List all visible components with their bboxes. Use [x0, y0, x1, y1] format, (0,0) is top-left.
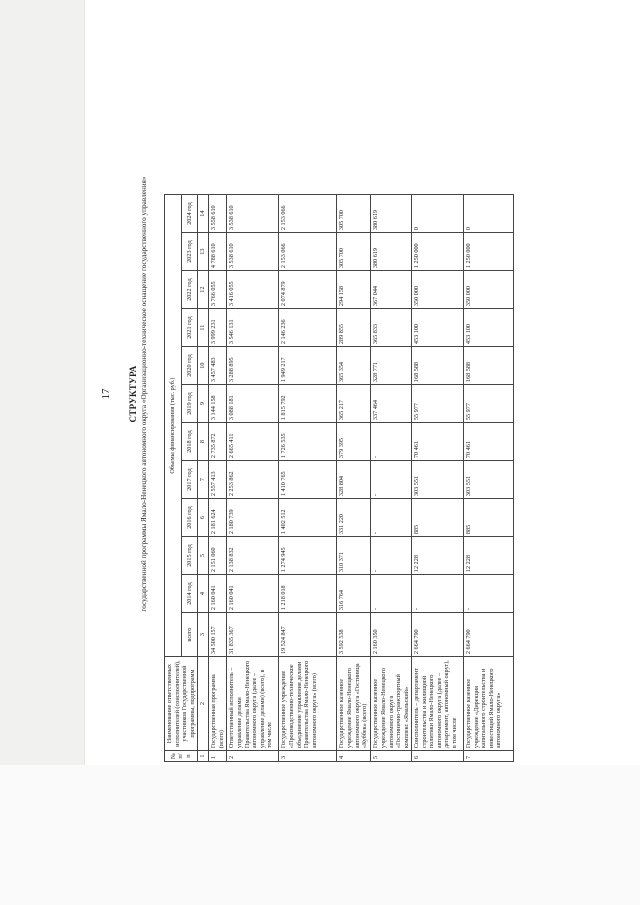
header-number: № п/п — [165, 751, 198, 762]
header-year: 2016 год — [181, 499, 198, 537]
funding-value-cell: - — [412, 575, 464, 613]
column-index: 1 — [198, 751, 209, 762]
funding-value-cell: 294 158 — [337, 271, 371, 309]
funding-value-cell: 310 371 — [337, 537, 371, 575]
funding-value-cell: 55 977 — [412, 385, 464, 423]
header-year: всего — [181, 613, 198, 657]
funding-value-cell: - — [371, 423, 412, 461]
funding-value-cell: 2 664 790 — [412, 613, 464, 657]
funding-value-cell: 2 180 739 — [227, 499, 279, 537]
funding-value-cell: 2 138 832 — [227, 537, 279, 575]
funding-value-cell: 350 000 — [412, 271, 464, 309]
funding-value-cell: 380 619 — [371, 233, 412, 271]
header-year: 2017 год — [181, 461, 198, 499]
header-year: 2020 год — [181, 347, 198, 385]
funding-value-cell: 453 100 — [464, 309, 514, 347]
header-year: 2024 год — [181, 195, 198, 233]
funding-value-cell: 2 557 413 — [209, 461, 227, 499]
rotated-page — [98, 24, 608, 764]
funding-value-cell: 2 664 790 — [464, 613, 514, 657]
column-index: 7 — [198, 461, 209, 499]
funding-value-cell: 367 044 — [371, 271, 412, 309]
funding-value-cell: 2 153 066 — [279, 233, 337, 271]
funding-value-cell: 3 457 483 — [209, 347, 227, 385]
funding-value-cell: 380 619 — [371, 195, 412, 233]
header-year: 2023 год — [181, 233, 198, 271]
funding-value-cell: 1 402 512 — [279, 499, 337, 537]
row-number: 2 — [227, 751, 279, 762]
funding-value-cell: 3 416 055 — [227, 271, 279, 309]
funding-value-cell: 885 — [412, 499, 464, 537]
column-index: 8 — [198, 423, 209, 461]
column-index: 14 — [198, 195, 209, 233]
funding-value-cell: 31 835 367 — [227, 613, 279, 657]
funding-value-cell: 2 151 060 — [209, 537, 227, 575]
funding-value-cell: 328 804 — [337, 461, 371, 499]
row-participant-name: Соисполнитель – департамент строительства и жилищной политики Ямало-Ненецкого автономного округа (далее – департамент, автономный округ), в том числе — [412, 657, 464, 751]
row-participant-name: Государственное учреждение «Производственно-техническое объединение управления делами Правительства Ямало-Ненецкого автономного округа» (всего) — [279, 657, 337, 751]
funding-value-cell: 3 538 610 — [227, 195, 279, 233]
funding-value-cell: 70 461 — [464, 423, 514, 461]
funding-value-cell: 1 726 535 — [279, 423, 337, 461]
funding-value-cell: 168 588 — [412, 347, 464, 385]
funding-value-cell: 1 274 945 — [279, 537, 337, 575]
header-year: 2021 год — [181, 309, 198, 347]
table-row — [209, 195, 227, 762]
funding-value-cell: 1 250 000 — [464, 233, 514, 271]
funding-value-cell: 3 288 895 — [227, 347, 279, 385]
document-title: СТРУКТУРА — [128, 365, 138, 423]
table-row — [227, 195, 279, 762]
table-row — [464, 195, 514, 762]
funding-value-cell: 3 088 181 — [227, 385, 279, 423]
funding-value-cell: 289 855 — [337, 309, 371, 347]
funding-value-cell: 2 253 862 — [227, 461, 279, 499]
table-row — [337, 195, 371, 762]
funding-value-cell: 2 074 879 — [279, 271, 337, 309]
page-content — [98, 24, 608, 764]
column-index: 11 — [198, 309, 209, 347]
funding-value-cell: 2 160 041 — [227, 575, 279, 613]
funding-value-cell: 3 766 055 — [209, 271, 227, 309]
column-index: 10 — [198, 347, 209, 385]
row-number: 4 — [337, 751, 371, 762]
funding-value-cell: 1 410 765 — [279, 461, 337, 499]
column-index: 3 — [198, 613, 209, 657]
funding-value-cell: 12 228 — [412, 537, 464, 575]
table-body — [209, 195, 514, 762]
header-year: 2022 год — [181, 271, 198, 309]
funding-value-cell: 365 354 — [337, 347, 371, 385]
funding-value-cell: 365 217 — [337, 385, 371, 423]
funding-value-cell: 453 100 — [412, 309, 464, 347]
column-index: 4 — [198, 575, 209, 613]
funding-value-cell: 3 546 131 — [227, 309, 279, 347]
funding-value-cell: 3 538 610 — [227, 233, 279, 271]
funding-value-cell: 70 461 — [412, 423, 464, 461]
row-participant-name: Государственное казенное учреждение «Дирекция капитального строительства и инвестиций Ямало-Ненецкого автономного округа» — [464, 657, 514, 751]
funding-value-cell: 2 146 236 — [279, 309, 337, 347]
funding-value-cell: 0 — [464, 195, 514, 233]
funding-value-cell: 305 700 — [337, 195, 371, 233]
row-participant-name: Ответственный исполнитель – управление делами Правительства Ямало-Ненецкого автономного округа (далее – управление делами) (всего), в том числе — [227, 657, 279, 751]
row-participant-name: Государственное казенное учреждение Ямало-Ненецкого автономного округа «Гостинично-транспортный комплекс «Ямальский» — [371, 657, 412, 751]
funding-value-cell: - — [371, 499, 412, 537]
header-funding-volume: Объемы финансирования (тыс. руб.) — [165, 195, 182, 657]
row-number: 5 — [371, 751, 412, 762]
funding-value-cell: 3 144 158 — [209, 385, 227, 423]
funding-value-cell: 303 551 — [464, 461, 514, 499]
funding-value-cell: 2 665 411 — [227, 423, 279, 461]
header-year: 2019 год — [181, 385, 198, 423]
table-row — [279, 195, 337, 762]
funding-value-cell: 379 395 — [337, 423, 371, 461]
funding-value-cell: 1 949 217 — [279, 347, 337, 385]
column-index: 5 — [198, 537, 209, 575]
funding-value-cell: 1 250 000 — [412, 233, 464, 271]
funding-structure-table — [164, 194, 514, 762]
page-number: 17 — [100, 388, 112, 400]
funding-value-cell: 350 000 — [464, 271, 514, 309]
funding-value-cell: 3 592 538 — [337, 613, 371, 657]
scan-bottom-margin — [0, 765, 640, 905]
funding-value-cell: 2 160 350 — [371, 613, 412, 657]
funding-value-cell: 2 160 041 — [209, 575, 227, 613]
row-number: 3 — [279, 751, 337, 762]
row-number: 6 — [412, 751, 464, 762]
row-number: 7 — [464, 751, 514, 762]
funding-value-cell: 55 977 — [464, 385, 514, 423]
funding-value-cell: 4 788 610 — [209, 233, 227, 271]
funding-value-cell: 331 220 — [337, 499, 371, 537]
funding-value-cell: 1 218 018 — [279, 575, 337, 613]
table-row — [412, 195, 464, 762]
funding-value-cell: 34 500 157 — [209, 613, 227, 657]
funding-value-cell: 316 764 — [337, 575, 371, 613]
funding-value-cell: 303 551 — [412, 461, 464, 499]
funding-value-cell: - — [371, 537, 412, 575]
column-index: 13 — [198, 233, 209, 271]
funding-value-cell: 3 558 610 — [209, 195, 227, 233]
header-year: 2014 год — [181, 575, 198, 613]
funding-value-cell: 12 228 — [464, 537, 514, 575]
table-row — [371, 195, 412, 762]
funding-value-cell: 168 588 — [464, 347, 514, 385]
funding-value-cell: - — [371, 461, 412, 499]
funding-value-cell: 1 815 792 — [279, 385, 337, 423]
header-year: 2015 год — [181, 537, 198, 575]
document-subtitle: государственной программы Ямало-Ненецкого автономного округа «Организационно-техническое оснащение государственного управления» — [140, 176, 148, 612]
funding-value-cell: 337 464 — [371, 385, 412, 423]
funding-value-cell: 2 153 066 — [279, 195, 337, 233]
funding-value-cell: - — [371, 575, 412, 613]
row-participant-name: Государственное казенное учреждение Ямало-Ненецкого автономного округа «Гостиница «Куббек» (всего) — [337, 657, 371, 751]
row-number: 1 — [209, 751, 227, 762]
column-index: 2 — [198, 657, 209, 751]
row-participant-name: Государственная программа (всего) — [209, 657, 227, 751]
funding-value-cell: 328 771 — [371, 347, 412, 385]
funding-value-cell: 19 524 847 — [279, 613, 337, 657]
funding-value-cell: 0 — [412, 195, 464, 233]
column-index: 6 — [198, 499, 209, 537]
header-participant-name: Наименование ответственных исполнителей (соисполнителей), участников Государственной программы, подпрограмм — [165, 657, 198, 751]
funding-value-cell: 885 — [464, 499, 514, 537]
column-index: 9 — [198, 385, 209, 423]
column-index: 12 — [198, 271, 209, 309]
funding-value-cell: 3 999 231 — [209, 309, 227, 347]
funding-value-cell: 2 735 872 — [209, 423, 227, 461]
funding-value-cell: 305 700 — [337, 233, 371, 271]
funding-value-cell: 2 181 624 — [209, 499, 227, 537]
funding-value-cell: 365 833 — [371, 309, 412, 347]
funding-value-cell: - — [464, 575, 514, 613]
header-year: 2018 год — [181, 423, 198, 461]
